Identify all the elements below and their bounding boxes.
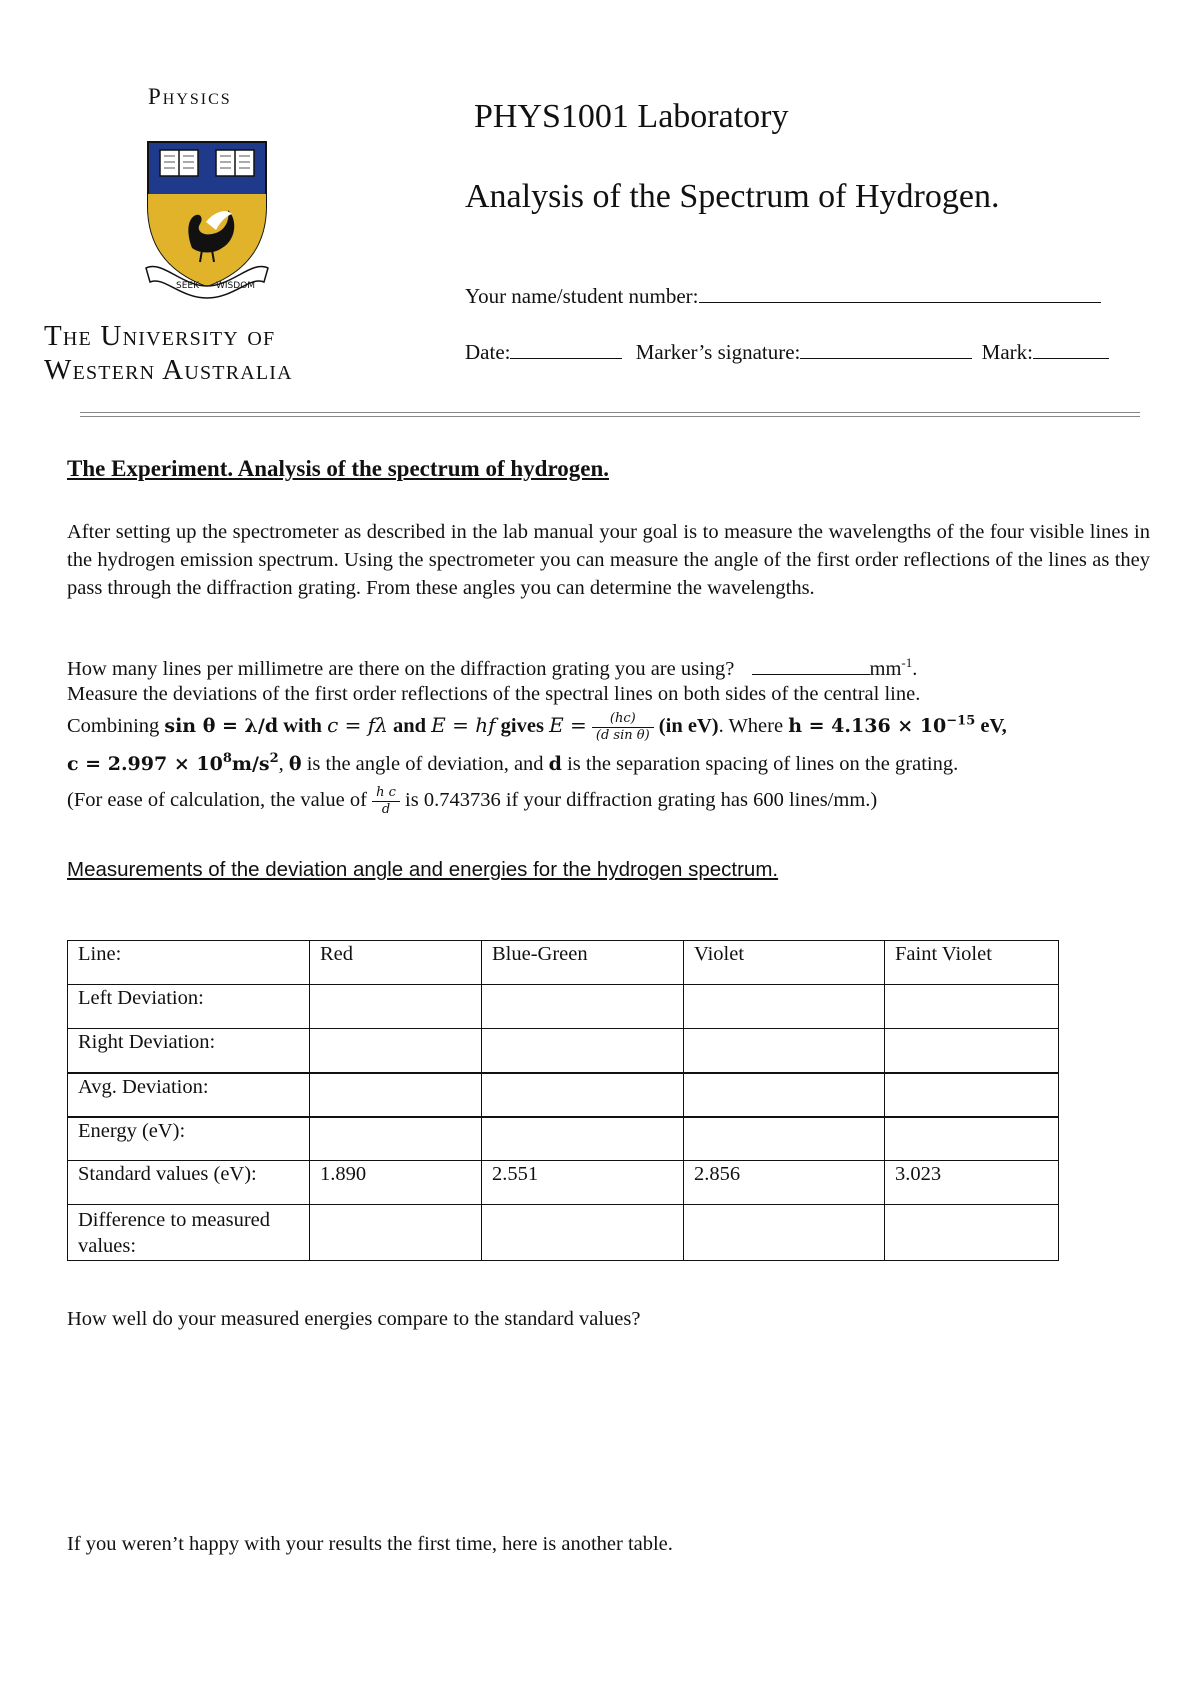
h-constant: h = 4.136 × 10 [788,715,947,738]
row-label: Energy (eV): [68,1117,310,1161]
table-row [68,1117,1059,1161]
name-label: Your name/student number: [465,284,699,308]
hc-over-d-fraction [372,785,400,818]
table-cell[interactable] [885,1073,1059,1117]
and-text: and [392,715,427,738]
table-row [68,1073,1059,1117]
table-cell[interactable] [482,1205,684,1261]
another-table-note: If you weren’t happy with your results the first time, here is another table. [67,1533,673,1555]
table-cell[interactable] [684,1205,885,1261]
theta-description: is the angle of deviation, and [306,752,544,775]
lines-per-mm-question [67,655,917,681]
table-row [68,1205,1059,1261]
section-heading: The Experiment. Analysis of the spectrum of hydrogen. [67,456,609,481]
row-label: Right Deviation: [68,1029,310,1073]
where-text: . Where [718,715,784,738]
mark-label: Mark: [981,340,1033,364]
h-exponent: −15 [946,713,976,729]
unit-exponent: -1 [901,655,913,670]
table-cell[interactable] [885,1205,1059,1261]
gives-text: gives [500,715,544,738]
table-cell[interactable] [482,1029,684,1073]
row-label: Difference to measured values: [68,1205,310,1261]
name-blank[interactable] [699,284,1101,303]
table-cell[interactable] [684,1073,885,1117]
table-cell: 1.890 [310,1161,482,1205]
university-crest-icon [142,136,272,302]
table-cell[interactable] [684,1029,885,1073]
constants-line [67,751,958,776]
sin-equation: sin θ = λ/d [164,715,279,738]
table-row [68,985,1059,1029]
d-symbol: d [548,752,562,775]
e-lhs: E = [549,713,587,738]
date-blank[interactable] [510,340,622,359]
row-label: Standard values (eV): [68,1161,310,1205]
row-label: Left Deviation: [68,985,310,1029]
c-unit-exponent: 2 [269,751,279,766]
comma: , [278,752,284,775]
date-signature-row [465,340,1109,365]
signature-label: Marker’s signature: [635,340,801,364]
header-divider-2 [80,416,1140,417]
crest-scroll-left: SEEK [176,281,199,291]
ease-note-post: is 0.743736 if your diffraction grating has 600 lines/mm.) [405,789,878,812]
energy-fraction [592,711,654,744]
table-cell: 2.551 [482,1161,684,1205]
fraction-numerator: (hc) [592,711,654,728]
lines-question-text: How many lines per millimetre are there on the diffraction grating you are using? [67,657,735,680]
table-cell[interactable] [885,985,1059,1029]
c-unit: m/s [231,752,270,775]
department-label: Physics [148,84,232,109]
table-cell[interactable] [482,1117,684,1161]
ease-note [67,785,877,818]
table-header-row [68,941,1059,985]
theta-symbol: θ [288,752,302,775]
measure-instruction: Measure the deviations of the first order reflections of the spectral lines on both sides of the central line. [67,683,921,705]
measurements-table [67,940,1059,1261]
lab-title: PHYS1001 Laboratory [474,98,789,135]
header-red: Red [310,941,482,985]
table-cell[interactable] [310,985,482,1029]
table-cell[interactable] [885,1117,1059,1161]
combining-text: Combining [67,715,160,738]
table-cell[interactable] [310,1117,482,1161]
unit-end: . [912,657,918,680]
signature-blank[interactable] [800,340,972,359]
header-line: Line: [68,941,310,985]
unit-text: mm [869,657,902,680]
table-cell[interactable] [310,1073,482,1117]
formula-line [67,711,1007,744]
header-divider [80,412,1140,413]
hc-numerator: h c [372,785,400,802]
with-text: with [283,715,322,738]
crest-scroll-right: WISDOM [216,281,256,291]
intro-paragraph: After setting up the spectrometer as described in the lab manual your goal is to measure the wavelengths of the four visible lines in the hydrogen emission spectrum. Using the spectrometer you can measure the angle of the first order reflections of the lines as they pass through the diffraction grating. From these angles you can determine the wavelengths. [67,521,1150,599]
table-cell: 3.023 [885,1161,1059,1205]
table-cell: 2.856 [684,1161,885,1205]
c-constant: c = 2.997 × 10 [67,752,223,775]
experiment-title: Analysis of the Spectrum of Hydrogen. [465,178,1000,215]
table-cell[interactable] [684,1117,885,1161]
table-cell[interactable] [310,1205,482,1261]
name-field-row [465,284,1101,309]
measurements-heading: Measurements of the deviation angle and energies for the hydrogen spectrum. [67,858,779,881]
header-violet: Violet [684,941,885,985]
university-name-line2: Western Australia [44,354,293,386]
hc-denominator: d [381,802,391,817]
row-label: Avg. Deviation: [68,1073,310,1117]
table-cell[interactable] [482,985,684,1029]
header-faint-violet: Faint Violet [885,941,1059,985]
in-ev-text: (in eV) [658,715,719,738]
c-exponent: 8 [222,751,232,766]
ease-note-pre: (For ease of calculation, the value of [67,789,367,812]
fraction-denominator: (d sin θ) [595,728,650,743]
compare-question: How well do your measured energies compare to the standard values? [67,1308,641,1330]
mark-blank[interactable] [1033,340,1109,359]
table-row [68,1029,1059,1073]
table-cell[interactable] [310,1029,482,1073]
table-cell[interactable] [684,985,885,1029]
table-cell[interactable] [885,1029,1059,1073]
d-description: is the separation spacing of lines on the grating. [567,752,959,775]
h-unit: eV, [980,715,1007,738]
table-row [68,1161,1059,1205]
date-label: Date: [465,340,511,364]
c-equation: c = fλ [327,713,388,738]
e-equation: E = hf [431,713,496,738]
lines-per-mm-blank[interactable] [752,656,870,675]
university-name-line1: The University of [44,320,276,352]
table-cell[interactable] [482,1073,684,1117]
header-blue-green: Blue-Green [482,941,684,985]
